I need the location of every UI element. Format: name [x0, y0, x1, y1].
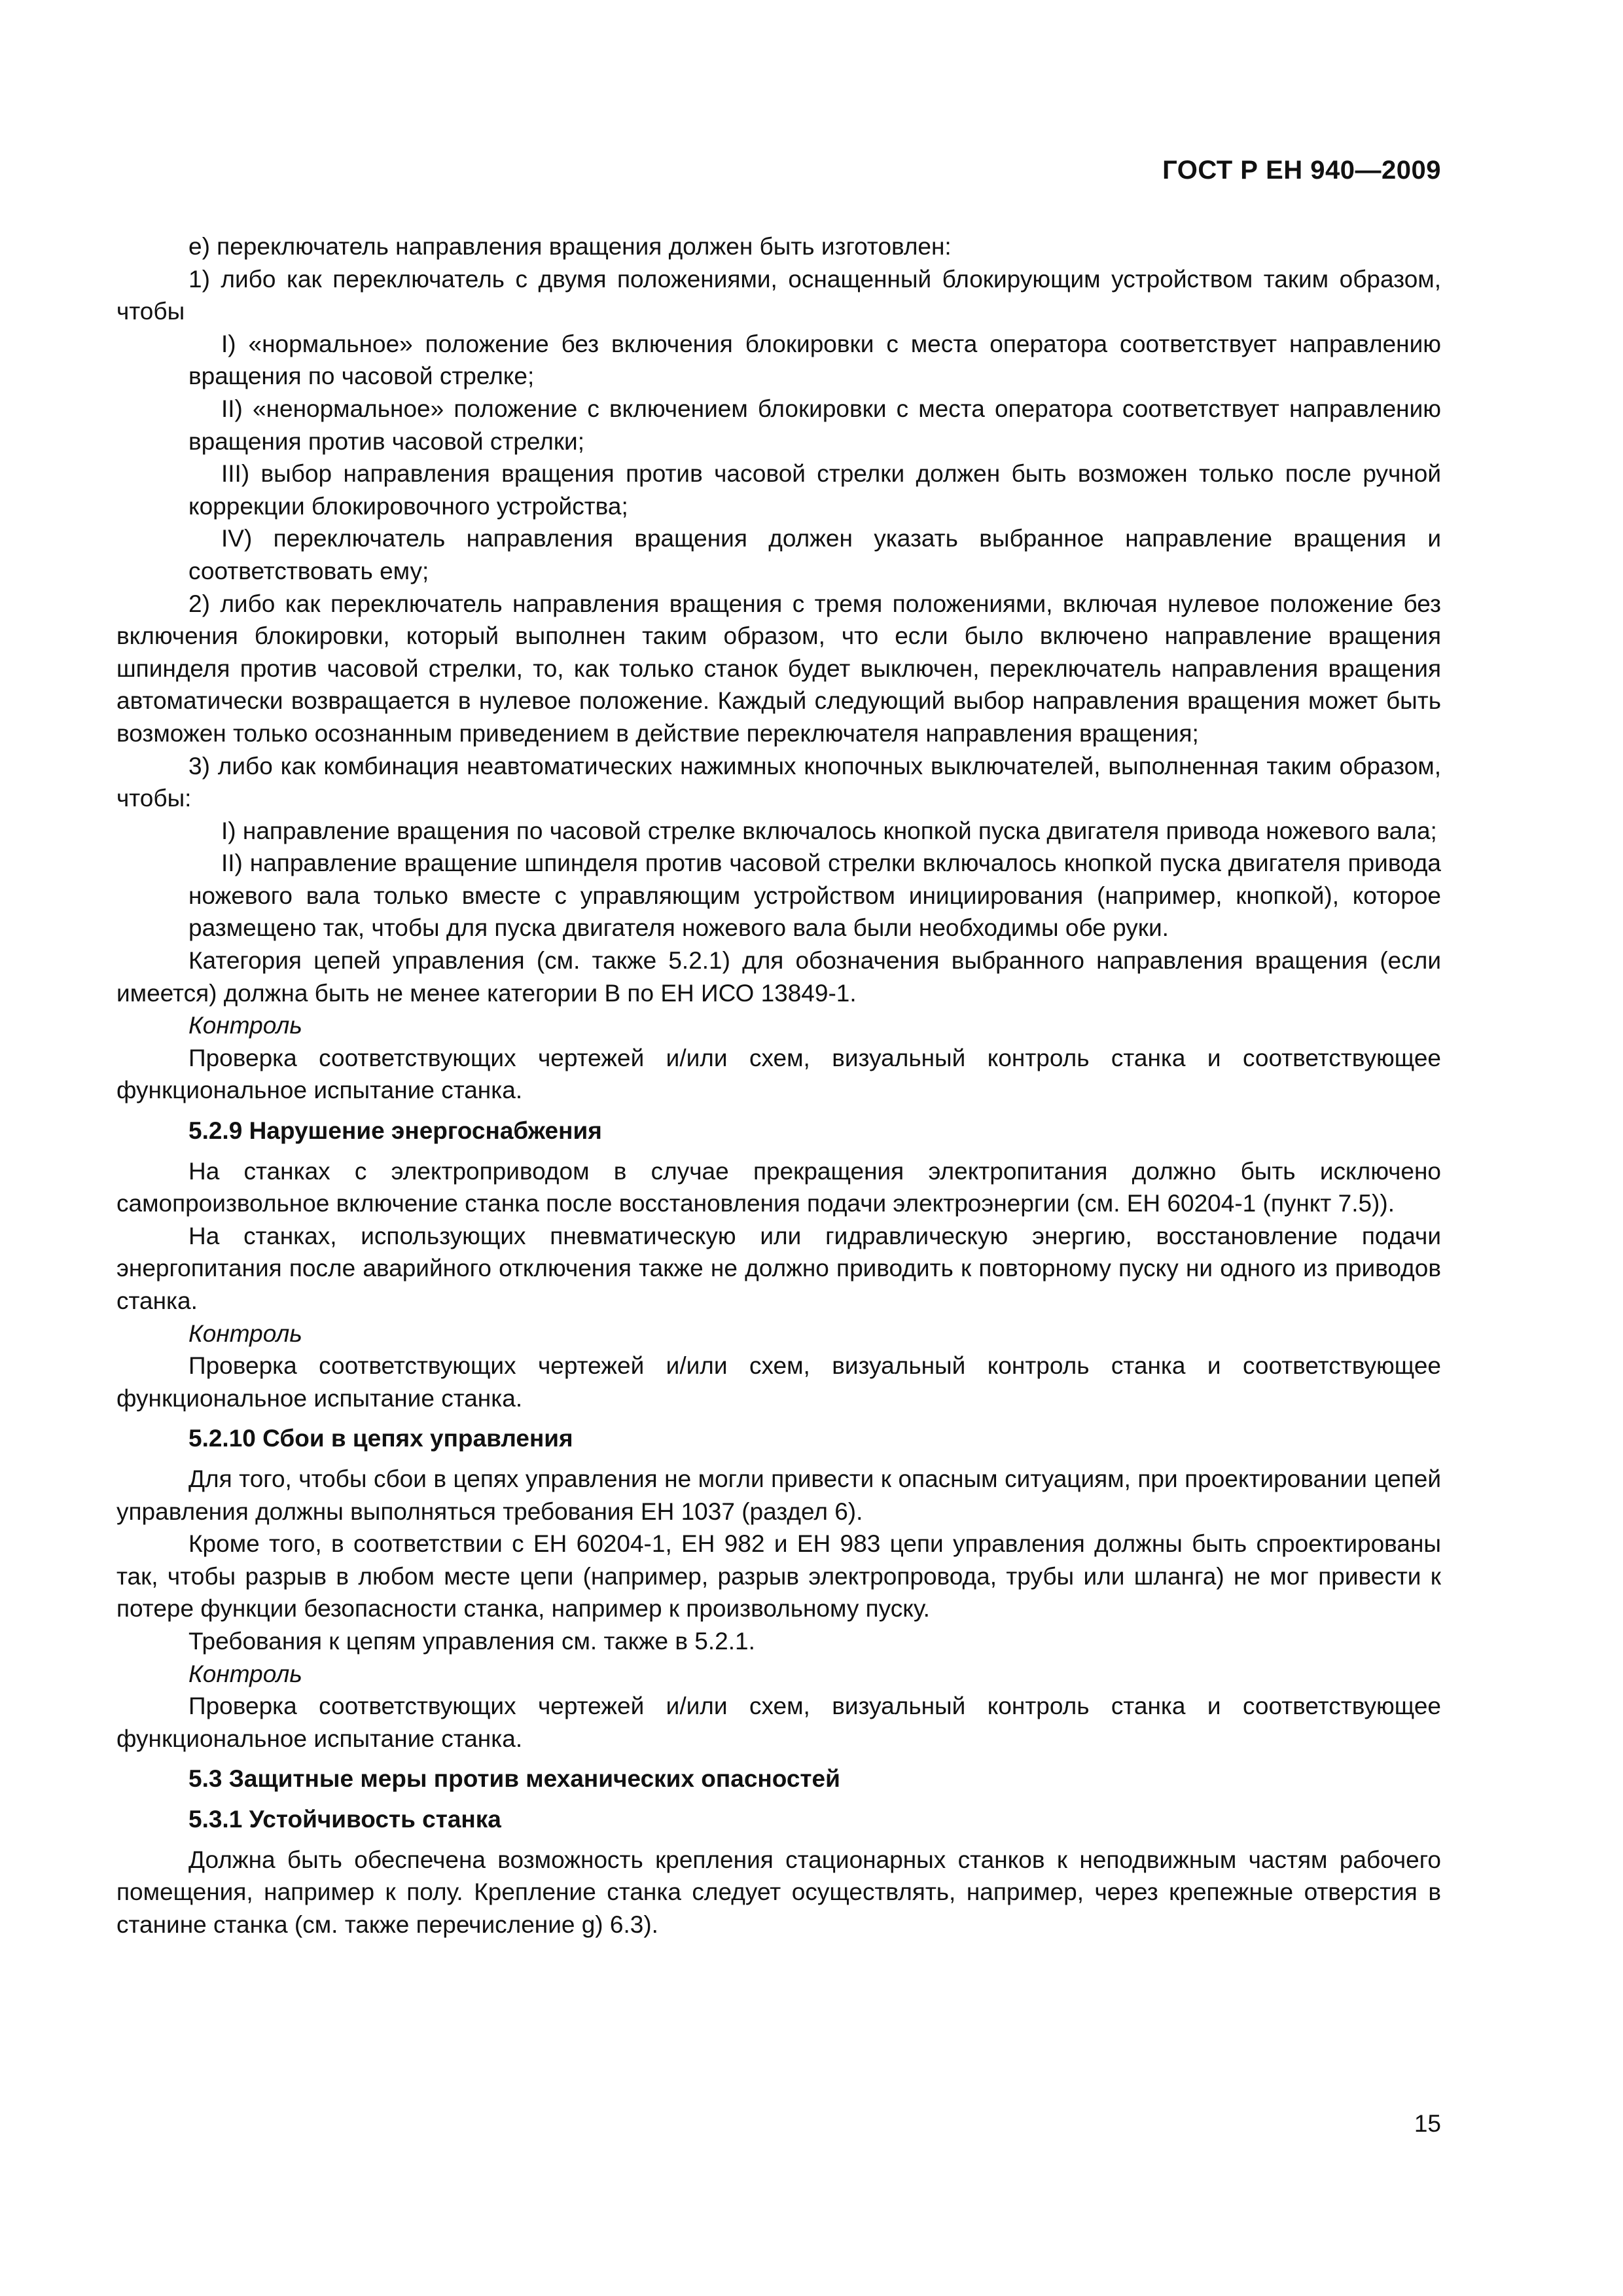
paragraph-e1-ii: II) «ненормальное» положение с включением блокировки с места оператора соответствует направлению вращения против часовой стрелки; [188, 395, 1441, 455]
section-heading-5-3-1: 5.3.1 Устойчивость станка [188, 1805, 501, 1833]
paragraph-e3-ii: II) направление вращение шпинделя против часовой стрелки включалось кнопкой пуска двигателя привода ножевого вала только вместе с управляющим устройством инициирования (например, кнопкой), которое размещено так, чтобы для пуска двигателя ножевого вала были необходимы обе руки. [188, 850, 1441, 942]
paragraph-e1-i: I) «нормальное» положение без включения блокировки с места оператора соответствует направлению вращения по часовой стрелке; [188, 330, 1441, 390]
control-label: Контроль [188, 1012, 302, 1039]
paragraph-e3-i: I) направление вращения по часовой стрелке включалось кнопкой пуска двигателя привода ножевого вала; [221, 817, 1437, 844]
section-heading-5-2-9: 5.2.9 Нарушение энергоснабжения [188, 1117, 602, 1145]
paragraph-529-2: На станках, использующих пневматическую или гидравлическую энергию, восстановление подачи энергопитания после аварийного отключения также не должно приводить к повторному пуску ни одного из приводов станка. [116, 1222, 1441, 1314]
paragraph-e1: 1) либо как переключатель с двумя положениями, оснащенный блокирующим устройством таким образом, чтобы [116, 265, 1441, 325]
control-label: Контроль [188, 1319, 302, 1347]
document-body [116, 230, 1441, 1941]
paragraph-e1-iv: IV) переключатель направления вращения должен указать выбранное направление вращения и соответствовать ему; [188, 525, 1441, 584]
paragraph-5210-2: Кроме того, в соответствии с ЕН 60204-1, ЕН 982 и ЕН 983 цепи управления должны быть спроектированы так, чтобы разрыв в любом месте цепи (например, разрыв электропровода, трубы или шланга) не мог привести к потере функции безопасности станка, например к произвольному пуску. [116, 1530, 1441, 1623]
paragraph-e3: 3) либо как комбинация неавтоматических нажимных кнопочных выключателей, выполненная таким образом, чтобы: [116, 752, 1441, 812]
section-heading-5-3: 5.3 Защитные меры против механических опасностей [188, 1765, 840, 1793]
paragraph-5210-3: Требования к цепям управления см. также в 5.2.1. [188, 1627, 755, 1655]
standard-header: ГОСТ Р ЕН 940—2009 [1162, 156, 1441, 185]
section-heading-5-2-10: 5.2.10 Сбои в цепях управления [188, 1425, 573, 1452]
paragraph-category: Категория цепей управления (см. также 5.2.1) для обозначения выбранного направления вращения (если имеется) должна быть не менее категории B по ЕН ИСО 13849-1. [116, 947, 1441, 1007]
paragraph-e-intro: e) переключатель направления вращения должен быть изготовлен: [188, 233, 952, 260]
paragraph-check: Проверка соответствующих чертежей и/или схем, визуальный контроль станка и соответствующее функциональное испытание станка. [116, 1693, 1441, 1752]
paragraph-e1-iii: III) выбор направления вращения против часовой стрелки должен быть возможен только после ручной коррекции блокировочного устройства; [188, 460, 1441, 520]
paragraph-check: Проверка соответствующих чертежей и/или схем, визуальный контроль станка и соответствующее функциональное испытание станка. [116, 1044, 1441, 1104]
paragraph-529-1: На станках с электроприводом в случае прекращения электропитания должно быть исключено самопроизвольное включение станка после восстановления подачи электроэнергии (см. ЕН 60204-1 (пункт 7.5)). [116, 1157, 1441, 1217]
control-label: Контроль [188, 1660, 302, 1687]
paragraph-531: Должна быть обеспечена возможность крепления стационарных станков к неподвижным частям рабочего помещения, например к полу. Крепление станка следует осуществлять, например, через крепежные отверстия в станине станка (см. также перечисление g) 6.3). [116, 1846, 1441, 1938]
paragraph-5210-1: Для того, чтобы сбои в цепях управления не могли привести к опасным ситуациям, при проектировании цепей управления должны выполняться требования ЕН 1037 (раздел 6). [116, 1465, 1441, 1525]
paragraph-check: Проверка соответствующих чертежей и/или схем, визуальный контроль станка и соответствующее функциональное испытание станка. [116, 1352, 1441, 1412]
page-number: 15 [1414, 2110, 1441, 2137]
paragraph-e2: 2) либо как переключатель направления вращения с тремя положениями, включая нулевое положение без включения блокировки, который выполнен таким образом, что если было включено направление вращения шпинделя против часовой стрелки, то, как только станок будет выключен, переключатель направления вращения автоматически возвращается в нулевое положение. Каждый следующий выбор направления вращения может быть возможен только осознанным приведением в действие переключателя направления вращения; [116, 590, 1441, 747]
